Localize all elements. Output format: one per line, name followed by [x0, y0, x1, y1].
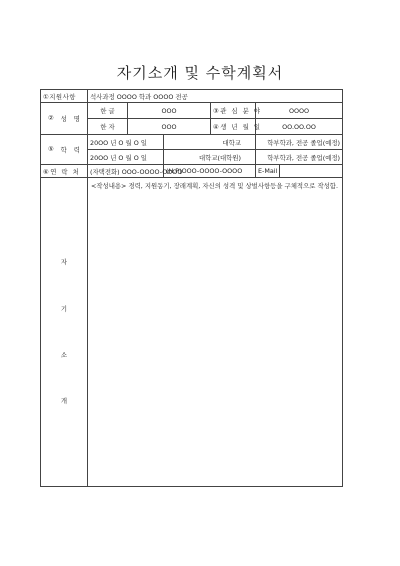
intro-row: [41, 178, 343, 487]
intro-label-char: 소: [60, 351, 68, 359]
birth-label: ④생 년 월 일: [211, 119, 256, 135]
education-school-1[interactable]: 대학교: [164, 135, 256, 150]
email-field[interactable]: [280, 165, 343, 178]
application-field[interactable]: 석사과정 OOOO 학과 OOOO 전공: [88, 90, 343, 103]
name-hanja-field[interactable]: OOO: [128, 119, 211, 135]
page-title: 자기소개 및 수학계획서: [116, 64, 284, 82]
name-korean-field[interactable]: OOO: [128, 103, 211, 119]
birth-field[interactable]: OO.OO.OO: [256, 119, 343, 135]
intro-label-char: 개: [60, 397, 68, 406]
education-date-2[interactable]: 20OO 년 O 월 O 일: [88, 150, 164, 165]
contact-label: ⑥연 락 처: [41, 165, 88, 178]
education-date-1[interactable]: 20OO 년 O 월 O 일: [88, 135, 164, 150]
contact-row: [41, 165, 343, 178]
name-korean-label: 한 글: [88, 103, 128, 119]
intro-label-char: 기: [60, 304, 68, 313]
interest-field[interactable]: OOOO: [256, 103, 343, 119]
name-korean-row: [41, 103, 343, 119]
self-intro-form: [40, 89, 343, 487]
intro-label-char: 자: [60, 258, 68, 267]
education-major-2[interactable]: 학부학과, 전공 졸업(예정): [256, 150, 343, 165]
intro-textarea[interactable]: [88, 178, 343, 487]
interest-label: ③관 심 분 야: [211, 103, 256, 119]
name-hanja-label: 한 자: [88, 119, 128, 135]
email-label: E-Mail: [256, 165, 280, 178]
application-label: ①지원사항: [41, 90, 88, 103]
intro-guide-text: <작성내용> 경력, 지원동기, 장래계획, 자신의 성격 및 상벌사항등을 구체적으로 작성함.: [91, 182, 339, 190]
contact-mobile[interactable]: (H.P)OOO-OOOO-OOOO: [164, 165, 256, 178]
intro-label: [41, 178, 88, 487]
education-major-1[interactable]: 학부학과, 전공 졸업(예정): [256, 135, 343, 150]
contact-home-phone[interactable]: (자택전화) OOO-OOOO-OOOO: [88, 165, 164, 178]
education-school-2[interactable]: 대학교(대학원): [164, 150, 256, 165]
education-label: ⑤ 학 력: [41, 135, 88, 165]
name-label: ② 성 명: [41, 103, 88, 135]
education-row-1: [41, 135, 343, 150]
application-row: [41, 90, 343, 103]
